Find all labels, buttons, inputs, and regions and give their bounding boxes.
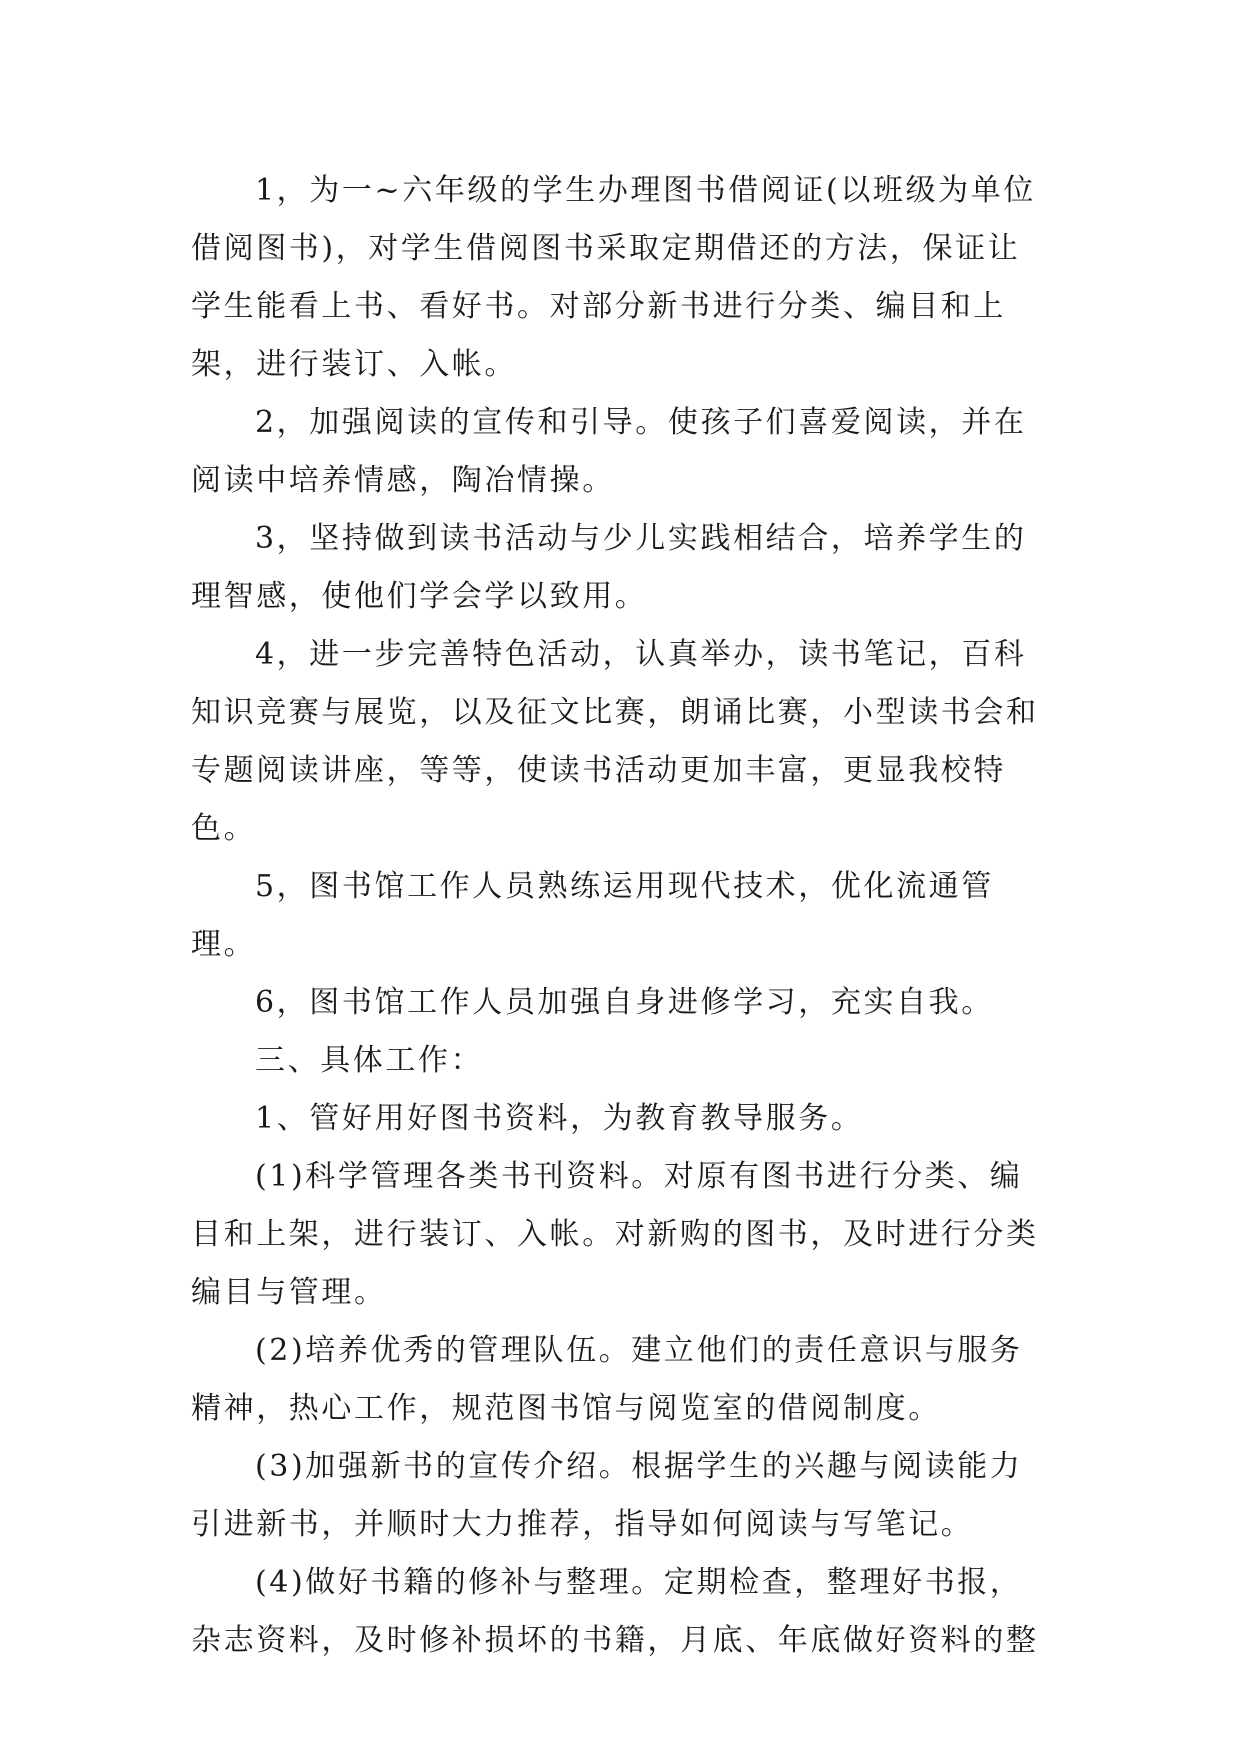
paragraph-9: (2)培养优秀的管理队伍。建立他们的责任意识与服务精神，热心工作，规范图书馆与阅览室的借阅制度。 [191,1333,1023,1426]
paragraph-5: 5，图书馆工作人员熟练运用现代技术，优化流通管理。 [191,869,994,962]
paragraph-10: (3)加强新书的宣传介绍。根据学生的兴趣与阅读能力引进新书，并顺时大力推荐，指导如何阅读与写笔记。 [191,1449,1023,1542]
paragraph-11: (4)做好书籍的修补与整理。定期检查，整理好书报，杂志资料，及时修补损坏的书籍，月底、年底做好资料的整 [191,1565,1039,1658]
paragraph-4: 4，进一步完善特色活动，认真举办，读书笔记，百科知识竞赛与展览，以及征文比赛，朗诵比赛，小型读书会和专题阅读讲座，等等，使读书活动更加丰富，更显我校特色。 [191,637,1039,846]
paragraph-7: 1、管好用好图书资料，为教育教导服务。 [255,1101,864,1136]
document-body [191,162,1051,1670]
section-heading: 三、具体工作： [255,1043,484,1078]
paragraph-3: 3，坚持做到读书活动与少儿实践相结合，培养学生的理智感，使他们学会学以致用。 [191,521,1027,614]
paragraph-8: (1)科学管理各类书刊资料。对原有图书进行分类、编目和上架，进行装订、入帐。对新购的图书，及时进行分类编目与管理。 [191,1159,1039,1310]
paragraph-2: 2，加强阅读的宣传和引导。使孩子们喜爱阅读，并在阅读中培养情感，陶冶情操。 [191,405,1027,498]
paragraph-6: 6，图书馆工作人员加强自身进修学习，充实自我。 [255,985,994,1020]
paragraph-1: 1，为一~六年级的学生办理图书借阅证(以班级为单位借阅图书)，对学生借阅图书采取定期借还的方法，保证让学生能看上书、看好书。对部分新书进行分类、编目和上架，进行装订、入帐。 [191,173,1036,382]
